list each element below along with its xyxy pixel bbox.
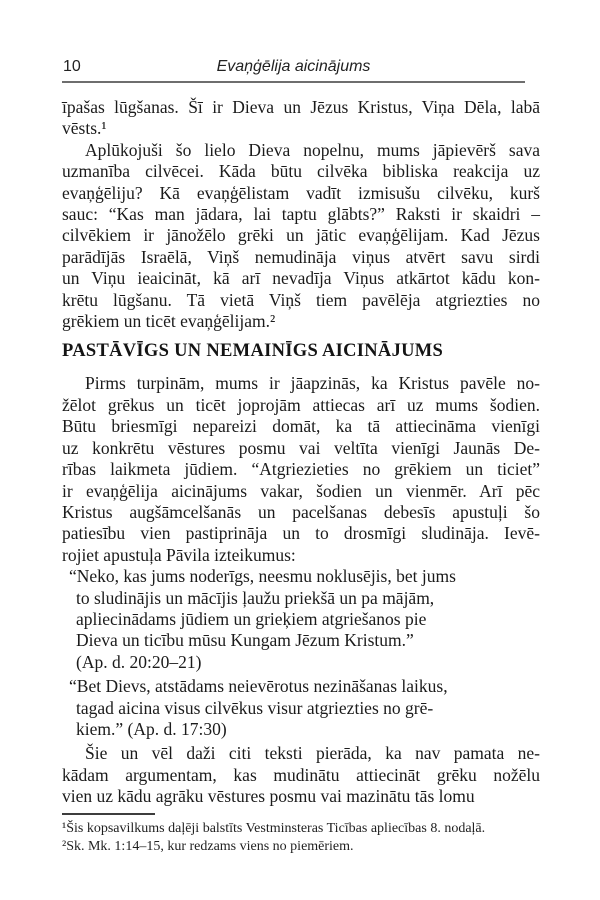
header-rule: [62, 81, 525, 83]
paragraph-gospel-response: [62, 140, 540, 333]
text-line: rojiet apustuļa Pāvila izteikumus:: [62, 544, 296, 565]
section-heading: PASTĀVĪGS UN NEMAINĪGS AICINĀJUMS: [62, 341, 444, 362]
text-line: to sludinājis un mācījis ļaužu priekšā un pa mājām,: [76, 587, 435, 608]
footnotes: [62, 813, 540, 857]
text-line: parādījās Israēlā, Viņš nemudināja viņus atvērt savu sirdi: [62, 246, 540, 267]
text-line: kādam argumentam, kas mudinātu attiecināt grēku nožēlu: [62, 764, 540, 785]
text-line: evaņģēliju? Kā evaņģēlistam vadīt izmisušu cilvēku, kurš: [62, 182, 540, 203]
text-line: žēlot grēkus un ticēt joprojām attiecas arī uz mums šodien.: [62, 394, 540, 415]
text-line: patiesību vien pastiprināja un to drosmīgi sludināja. Ievē-: [62, 523, 540, 544]
text-line: Būtu briesmīgi nepareizi domāt, ka tā attiecināma vienīgi: [62, 416, 540, 437]
text-line: kiem.” (Ap. d. 17:30): [76, 718, 227, 739]
text-line: sauc: “Kas man jādara, lai taptu glābts?” Raksti ir skaidri –: [62, 204, 540, 225]
text-line: Dieva un ticību mūsu Kungam Jēzum Kristum.”: [76, 630, 414, 651]
page-header: [62, 57, 525, 83]
text-line: Aplūkojuši šo lielo Dieva nopelnu, mums jāpievērš sava: [85, 139, 540, 160]
text-line: Pirms turpinām, mums ir jāapzinās, ka Kristus pavēle no-: [85, 373, 540, 394]
paragraph-constant-call: [62, 373, 540, 566]
running-title: Evaņģēlija aicinājums: [216, 58, 371, 75]
text-line: rības laikmeta jūdiem. “Atgriezieties no grēkiem un ticiet”: [62, 459, 540, 480]
text-line: krētu lūgšanu. Tā vietā Viņš tiem pavēlēja atgriezties no: [62, 289, 540, 310]
page-number: 10: [63, 58, 81, 75]
page-body: [62, 97, 540, 857]
text-line: apliecinādams jūdiem un grieķiem atgriešanos pie: [76, 608, 427, 629]
text-line: “Bet Dievs, atstādams neievērotus nezināšanas laikus,: [69, 676, 448, 697]
text-line: un Viņu ieaicināt, kā arī nevadīja Viņus atkārtot kādu kon-: [62, 268, 540, 289]
footnote-1: ¹Šis kopsavilkums daļēji balstīts Vestminsteras Ticības apliecības 8. nodaļā.: [62, 820, 486, 836]
text-line: vēsts.¹: [62, 118, 107, 139]
text-line: Šie un vēl daži citi teksti pierāda, ka nav pamata ne-: [85, 743, 540, 764]
paragraph-continuation: [62, 97, 540, 140]
text-line: grēkiem un ticēt evaņģēlijam.²: [62, 311, 276, 332]
text-line: vien uz kādu agrāku vēstures posmu vai mazinātu tās lomu: [62, 786, 475, 807]
footnote-2: ²Sk. Mk. 1:14–15, kur redzams viens no piemēriem.: [62, 839, 354, 855]
scripture-quote-acts-20: [62, 566, 540, 673]
text-line: Kristus augšāmcelšanās un pacelšanas debesīs apustuļi šo: [62, 501, 540, 522]
text-line: cilvēkiem ir jānožēlo grēki un jātic evaņģēlijam. Kad Jēzus: [62, 225, 540, 246]
text-line: ir evaņģēlija aicinājums vakar, šodien un vienmēr. Arī pēc: [62, 480, 540, 501]
scripture-quote-acts-17: [62, 676, 540, 740]
paragraph-conclusion: [62, 743, 540, 807]
text-line: tagad aicina visus cilvēkus visur atgriezties no grē-: [76, 697, 434, 718]
text-line: uzmanība cilvēcei. Kāda būtu cilvēka bibliska reakcija uz: [62, 161, 540, 182]
text-line: (Ap. d. 20:20–21): [76, 651, 202, 672]
text-line: uz konkrētu vēstures posmu vai veltīta vienīgi Jaunās De-: [62, 437, 540, 458]
text-line: “Neko, kas jums noderīgs, neesmu noklusējis, bet jums: [69, 566, 456, 587]
footnote-rule: [62, 813, 155, 815]
text-line: īpašas lūgšanas. Šī ir Dieva un Jēzus Kristus, Viņa Dēla, labā: [62, 97, 540, 117]
